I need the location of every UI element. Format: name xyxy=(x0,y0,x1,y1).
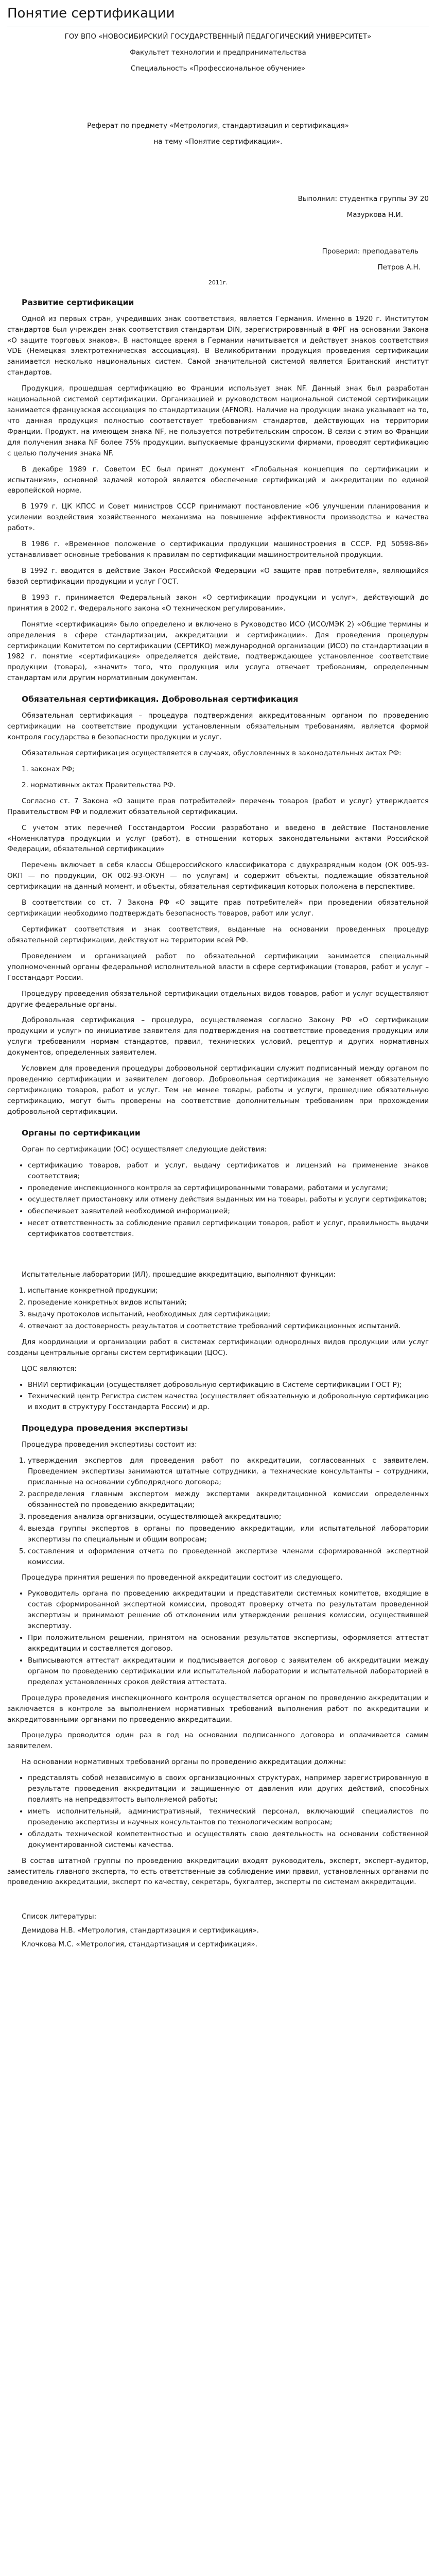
list-item: 1. испытание конкретной продукции; xyxy=(28,1285,429,1296)
bibliography-item: Клочкова М.С. «Метрология, стандартизация и сертификация». xyxy=(22,1940,258,1949)
paragraph: В 1993 г. принимается Федеральный закон «О сертификации продукции и услуг», действующий до принятия в 2002 г. Федерального закона «О техническом регулировании». xyxy=(7,593,429,613)
list-item: 1. утверждения экспертов для проведения работ по аккредитации, согласованных с заявителем. Проведением экспертизы занимаются штатные сотрудники, а технические консультанты – сотрудники, присланные на основании субподрядного договора; xyxy=(28,1455,429,1488)
university-name: ГОУ ВПО «НОВОСИБИРСКИЙ ГОСУДАРСТВЕННЫЙ ПЕДАГОГИЧЕСКИЙ УНИВЕРСИТЕТ» xyxy=(64,32,372,41)
paragraph: Согласно ст. 7 Закона «О защите прав потребителей» перечень товаров (работ и услуг) утверждается Правительством РФ и подлежит обязательной сертификации. xyxy=(7,796,429,816)
paragraph: Проведением и организацией работ по обязательной сертификации занимается специальный уполномоченный органы федеральной исполнительной власти в сфере сертификации (товаров, работ и услуг – Госстандарт России. xyxy=(7,952,429,982)
paragraph: На основании нормативных требований органы по проведению аккредитации должны: xyxy=(22,1758,346,1767)
paragraph: Понятие «сертификация» было определено и включено в Руководство ИСО (ИСО/МЭК 2) «Общие термины и определения в сфере стандартизации, аккредитации и сертификации». Для проведения процедуры сертификации Комитетом по сертификации (СЕРТИКО) международной организации (ИСО) по стандартизации в 1982 г. понятие «сертификация» определяется действие, подтверждающее установленное соответствие продукции (товара), «значит» того, что продукция или услуга отвечает требованиям, определенным стандартам или другим нормативным документам. xyxy=(7,620,429,683)
paragraph: В 1992 г. вводится в действие Закон Российской Федерации «О защите прав потребителя», являющийся базой сертификации продукции и услуг ГОСТ. xyxy=(7,567,429,586)
paragraph: В состав штатной группы по проведению аккредитации входят руководитель, эксперт, эксперт-аудитор, заместитель главного эксперта, то есть ответственные за соблюдение ими правил, установленных органами по проведению аккредитации, эксперт по качеству, секретарь, бухгалтер, эксперты по системам аккредитации. xyxy=(7,1856,429,1887)
section-development xyxy=(7,314,429,684)
paragraph: Перечень включает в себя классы Общероссийского классификатора с двухразрядным кодом (ОК 005-93-ОКП — по продукции, ОК 002-93-ОКУН — по услугам) и содержит объекты, подлежащие обязательной сертификации на данный момент, и объекты, обязательная сертификация которых положена в перспективе. xyxy=(7,861,429,891)
paragraph: Процедура принятия решения по проведенной аккредитации состоит из следующего. xyxy=(22,1573,343,1582)
list-item: • обладать технической компетентностью и осуществлять свою деятельность на основании собственной документированной системы качества. xyxy=(28,1829,429,1851)
paragraph: Сертификат соответствия и знак соответствия, выданные на основании проведенных процедур обязательной сертификации, действуют на территории всей РФ. xyxy=(7,925,429,944)
list-item: • несет ответственность за соблюдение правил сертификации товаров, работ и услуг, правильность выдачи сертификатов соответствия. xyxy=(28,1218,429,1240)
expertise-list xyxy=(7,1455,429,1567)
tsos-list xyxy=(7,1380,429,1413)
list-item: • проведение инспекционного контроля за сертифицированными товарами, работами и услугами; xyxy=(28,1183,429,1194)
essay-topic: на тему «Понятие сертификации». xyxy=(153,137,283,146)
paragraph: Процедура проведения экспертизы состоит из: xyxy=(22,1440,197,1449)
list-item: • осуществляет приостановку или отмену действия выданных им на товары, работы и услуги сертификатов; xyxy=(28,1194,429,1205)
paragraph: Процедуру проведения обязательной сертификации отдельных видов товаров, работ и услуг осуществляют другие федеральные органы. xyxy=(7,989,429,1009)
paragraph: Одной из первых стран, учредивших знак соответствия, является Германия. Именно в 1920 г. Институтом стандартов был учрежден знак соответствия стандартам DIN, зарегистрированный в ФРГ на основании Закона «О защите торговых знаков». В настоящее время в Германии начитывается и действует знаков соответствия VDE (Немецкая электротехническая ассоциация). В Великобритании продукция проведения сертификации занимается несколько национальных систем. Самой значительной системой является Британский институт стандартов. xyxy=(7,314,429,377)
paragraph: Испытательные лаборатории (ИЛ), прошедшие аккредитацию, выполняют функции: xyxy=(22,1270,336,1279)
list-item: 4. отвечают за достоверность результатов и соответствие требований сертификационных испытаний. xyxy=(28,1321,429,1332)
performer-label: Выполнил: студентка группы ЭУ 20 xyxy=(298,194,429,203)
list-item: 2. нормативных актах Правительства РФ. xyxy=(22,781,176,789)
paragraph: Условием для проведения процедуры добровольной сертификации служит подписанный между органом по проведению сертификации и заявителем договор. Добровольная сертификация не заменяет обязательную сертификацию товаров, работ и услуг. Тем не менее товары, работы и услуги, прошедшие обязательную сертификацию, могут быть проверены на соответствие дополнительным требованиям при прохождении добровольной сертификации. xyxy=(7,1064,429,1116)
list-item: • обеспечивает заявителей необходимой информацией; xyxy=(28,1206,429,1217)
paragraph: Орган по сертификации (ОС) осуществляет следующие действия: xyxy=(22,1145,267,1154)
page-title: Понятие сертификации xyxy=(7,0,429,26)
bibliography-title: Список литературы: xyxy=(22,1912,97,1921)
paragraph: В декабре 1989 г. Советом ЕС был принят документ «Глобальная концепция по сертификации и испытаниям», основной задачей которой является обеспечение сертификаций и аккредитации по единой европейской норме. xyxy=(7,465,429,495)
paragraph: Для координации и организации работ в системах сертификации однородных видов продукции или услуг созданы центральные органы систем сертификации (ЦОС). xyxy=(7,1337,429,1357)
section-title-mandatory: Обязательная сертификация. Добровольная сертификация xyxy=(22,694,299,704)
paragraph: Обязательная сертификация – процедура подтверждения аккредитованным органом по проведению сертификации на соответствие продукции установленным обязательным требованиям, является формой контроля государства в безопасности продукции и услуг. xyxy=(7,711,429,742)
list-item: • Руководитель органа по проведению аккредитации и представители системных комитетов, входящие в состав сформированной экспертной комиссии, проводят проверку отчета по результатам проведенной экспертизы и принимают решение об отклонении или утверждении решения комиссии, осуществившей экспертизу. xyxy=(28,1588,429,1632)
year: 2011г. xyxy=(208,279,228,286)
checker-label: Проверил: преподаватель xyxy=(322,247,418,256)
bodies-list xyxy=(7,1160,429,1240)
paragraph: В соответствии со ст. 7 Закона РФ «О защите прав потребителей» при проведении обязательной сертификации необходимо подтверждать безопасность товаров, работ или услуг. xyxy=(7,899,429,918)
paragraph: В 1979 г. ЦК КПСС и Совет министров СССР принимают постановление «Об улучшении планирования и усилении воздействия хозяйственного механизма на повышение эффективности производства и качества работ». xyxy=(7,502,429,533)
checker-name: Петров А.Н. xyxy=(377,263,421,272)
bibliography-item: Демидова Н.В. «Метрология, стандартизация и сертификация». xyxy=(22,1926,259,1935)
faculty-name: Факультет технологии и предпринимательства xyxy=(130,48,306,57)
section-bodies xyxy=(7,1144,429,1413)
list-item: • Выписываются аттестат аккредитации и подписывается договор с заявителем об аккредитации между органом по проведению сертификации или испытательной лаборатории и испытательной лабораторией в пределах установленных сроков действия аттестата. xyxy=(28,1655,429,1688)
list-item: • сертификацию товаров, работ и услуг, выдачу сертификатов и лицензий на применение знаков соответствия; xyxy=(28,1160,429,1182)
paragraph: Продукция, прошедшая сертификацию во Франции использует знак NF. Данный знак был разработан национальной системой сертификации. Организацией и руководством национальной системой сертификации занимается французская ассоциация по стандартизации (AFNOR). Наличие на продукции знака указывает на то, что данная продукция полностью соответствует требованиям стандартов, действующих на территории Франции. Продукт, на имеющем знака NF, не пользуется потребительским спросом. В связи с этим во Франции для получения знака NF более 75% продукции, выпускаемые французскими фирмами, проводят сертификацию с целью получения знака NF. xyxy=(7,384,429,457)
section-expertise xyxy=(7,1439,429,1888)
paragraph: ЦОС являются: xyxy=(22,1364,77,1373)
list-item: • иметь исполнительный, административный, технический персонал, включающий специалистов по проведению экспертизы и научных консультантов по технологическим вопросам; xyxy=(28,1806,429,1828)
list-item: 2. проведение конкретных видов испытаний; xyxy=(28,1297,429,1308)
list-item: 5. составления и оформления отчета по проведенной экспертизе членами сформированной экспертной комиссии. xyxy=(28,1546,429,1568)
paragraph: С учетом этих перечней Госстандартом России разработано и введено в действие Постановление «Номенклатура продукции и услуг (работ), в отношении которых законодательными актами Российской Федерации, обязательной сертификации» xyxy=(7,823,429,854)
list-item: 4. выезда группы экспертов в органы по проведению аккредитации, или испытательной лаборатории экспертизы по специальным и общим вопросам; xyxy=(28,1523,429,1545)
list-item: • При положительном решении, принятом на основании результатов экспертизы, оформляется аттестат аккредитации и составляется договор. xyxy=(28,1633,429,1654)
list-item: • Технический центр Регистра систем качества (осуществляет обязательную и добровольную сертификацию и входит в структуру Госстандарта России) и др. xyxy=(28,1391,429,1413)
title-page xyxy=(7,31,429,286)
paragraph: Процедура проводится один раз в год на основании подписанного договора и оплачивается самим заявителем. xyxy=(7,1731,429,1751)
section-title-development: Развитие сертификации xyxy=(22,297,134,307)
list-item: • ВНИИ сертификации (осуществляет добровольную сертификацию в Системе сертификации ГОСТ Р); xyxy=(28,1380,429,1391)
list-item: 3. проведения анализа организации, осуществляющей аккредитацию; xyxy=(28,1512,429,1522)
paragraph: Обязательная сертификация осуществляется в случаях, обусловленных в законодательных актах РФ: xyxy=(22,749,402,758)
essay-subject: Реферат по предмету «Метрология, стандартизация и сертификация» xyxy=(87,122,349,130)
accreditation-list xyxy=(7,1588,429,1687)
list-item: 2. распределения главным экспертом между экспертами аккредитационной комиссии определенных обязанностей по проведению аккредитации; xyxy=(28,1489,429,1511)
speciality-name: Специальность «Профессиональное обучение» xyxy=(130,64,306,73)
paragraph: Процедура проведения инспекционного контроля осуществляется органом по проведению аккредитации и заключается в контроле за выполнением нормативных требований выполнения работ по аккредитации и аккредитованными органами по проведению аккредитации. xyxy=(7,1693,429,1724)
section-title-expertise: Процедура проведения экспертизы xyxy=(22,1423,188,1433)
section-mandatory xyxy=(7,710,429,1117)
list-item: 3. выдачу протоколов испытаний, необходимых для сертификации; xyxy=(28,1309,429,1320)
bibliography xyxy=(7,1911,429,1950)
list-item: • представлять собой независимую в своих организационных структурах, например зарегистрированную в результате проведения аккредитации и защищенную от давления или других действий, способных повлиять на непредвзятость выполняемой работы; xyxy=(28,1773,429,1805)
labs-list xyxy=(7,1285,429,1332)
paragraph: Добровольная сертификация – процедура, осуществляемая согласно Закону РФ «О сертификации продукции и услуг» по инициативе заявителя для подтверждения на соответствие проведения продукции или услуги требованиям нормам стандартов, правил, технических условий, рецептур и других нормативных документов, определенных заявителем. xyxy=(7,1016,429,1057)
performer-name: Мазуркова Н.И. xyxy=(346,210,403,219)
list-item: 1. законах РФ; xyxy=(22,765,75,773)
paragraph: В 1986 г. «Временное положение о сертификации продукции машиностроения в СССР. РД 50598-86» устанавливает основные требования к правилам по сертификации машиностроительной продукции. xyxy=(7,540,429,560)
section-title-bodies: Органы по сертификации xyxy=(22,1128,141,1138)
requirements-list xyxy=(7,1773,429,1850)
